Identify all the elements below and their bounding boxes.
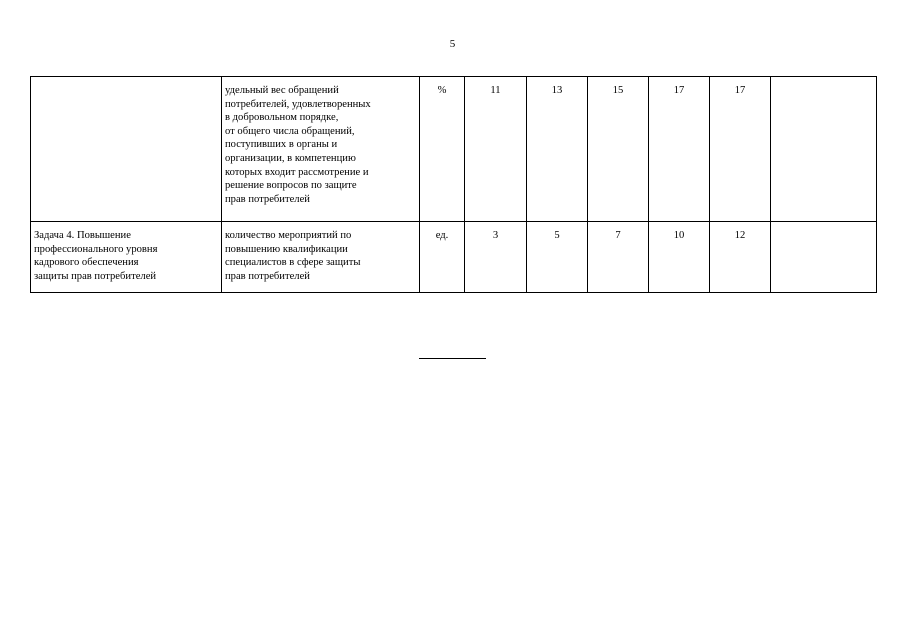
note-cell xyxy=(771,77,877,222)
task-line: Задача 4. Повышение xyxy=(34,230,131,241)
indicator-line: удельный вес обращений xyxy=(225,85,339,96)
task-cell xyxy=(31,222,222,293)
unit-cell: % xyxy=(420,77,465,222)
indicator-line: повышению квалификации xyxy=(225,243,348,255)
indicator-line: от общего числа обращений, xyxy=(225,125,355,137)
value-cell: 7 xyxy=(588,222,649,293)
indicator-line: прав потребителей xyxy=(225,193,310,205)
indicator-line: потребителей, удовлетворенных xyxy=(225,98,371,110)
value-cell: 5 xyxy=(527,222,588,293)
value-cell: 3 xyxy=(465,222,527,293)
indicator-line: в добровольном порядке, xyxy=(225,112,339,124)
value-cell: 10 xyxy=(649,222,710,293)
indicator-line: прав потребителей xyxy=(225,270,310,282)
indicator-line: которых входит рассмотрение и xyxy=(225,166,369,178)
value-cell: 13 xyxy=(527,77,588,222)
indicator-line: количество мероприятий по xyxy=(225,230,352,241)
task-line: кадрового обеспечения xyxy=(34,257,139,269)
indicator-line: специалистов в сфере защиты xyxy=(225,257,361,269)
task-line: профессионального уровня xyxy=(34,243,158,255)
task-cell xyxy=(31,77,222,222)
indicator-cell xyxy=(222,222,420,293)
indicator-line: поступивших в органы и xyxy=(225,139,338,151)
value-cell: 17 xyxy=(710,77,771,222)
note-cell xyxy=(771,222,877,293)
indicator-line: организации, в компетенцию xyxy=(225,152,356,164)
page-number: 5 xyxy=(449,38,456,50)
value-cell: 11 xyxy=(465,77,527,222)
value-cell: 17 xyxy=(649,77,710,222)
indicator-cell xyxy=(222,77,420,222)
task-line: защиты прав потребителей xyxy=(34,270,157,282)
value-cell: 12 xyxy=(710,222,771,293)
indicators-table xyxy=(30,76,877,293)
footer-rule xyxy=(419,358,486,359)
value-cell: 15 xyxy=(588,77,649,222)
indicator-line: решение вопросов по защите xyxy=(225,180,357,192)
table-row xyxy=(31,222,877,293)
table-row xyxy=(31,77,877,222)
unit-cell: ед. xyxy=(420,222,465,293)
